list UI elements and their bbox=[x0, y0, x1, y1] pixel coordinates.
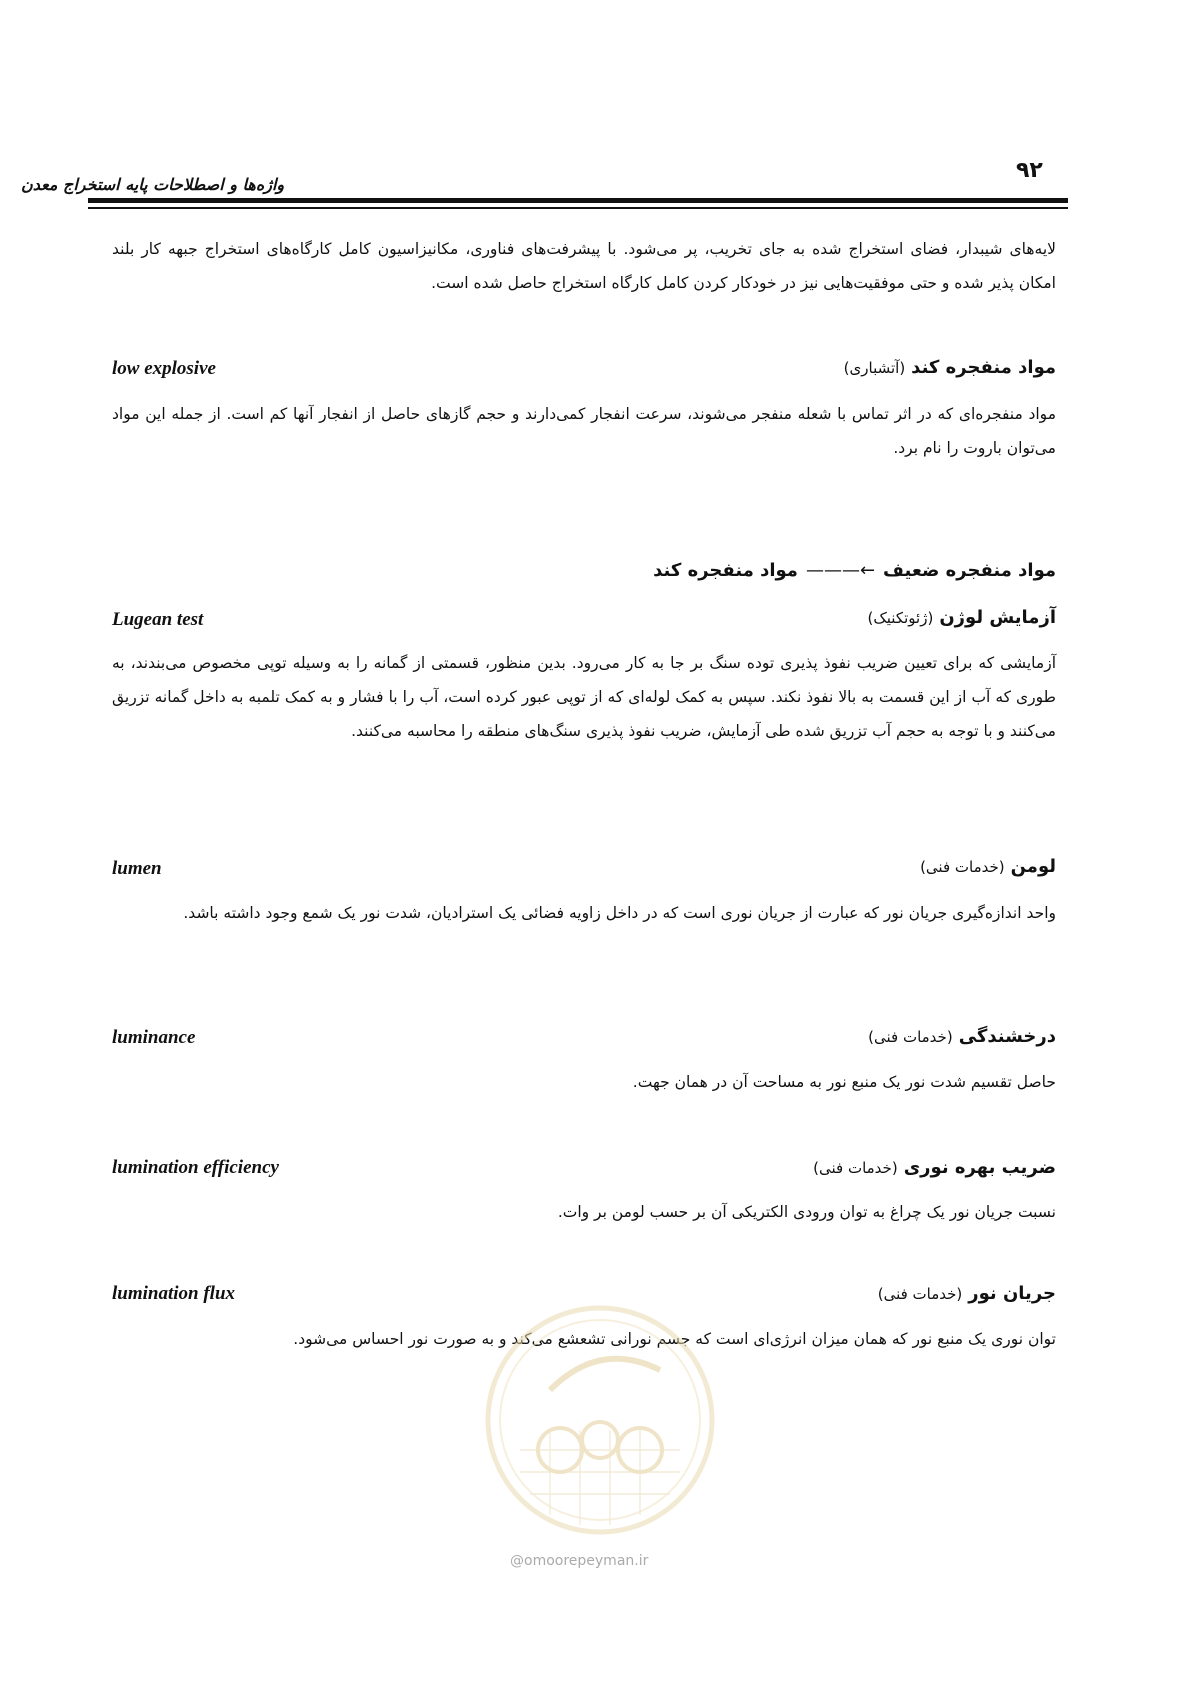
entry-term: درخشندگی bbox=[958, 1026, 1056, 1047]
arrow-left-icon: ←——— bbox=[805, 560, 876, 581]
entry-title bbox=[868, 607, 1057, 628]
entry-category: (خدمات فنی) bbox=[877, 1285, 963, 1303]
entry-term: آزمایش لوژن bbox=[939, 607, 1056, 628]
entry-english: lumination flux bbox=[112, 1283, 236, 1304]
intro-paragraph: لایه‌های شیبدار، فضای استخراج شده به جای تخریب، پر می‌شود. با پیشرفت‌های فناوری، مکانیزاسیون کامل کارگاه‌های استخراج جبهه کار بلند امکان پذیر شده و حتی موفقیت‌هایی نیز در خودکار کردن کامل کارگاه استخراج حاصل شده است. bbox=[112, 240, 1056, 292]
entry-category: (خدمات فنی) bbox=[868, 1028, 953, 1046]
entry-category: (خدمات فنی) bbox=[920, 858, 1005, 876]
running-title: واژه‌ها و اصطلاحات پایه استخراج معدن bbox=[21, 175, 285, 194]
header-rule-thin bbox=[88, 207, 1068, 209]
entry-title bbox=[920, 856, 1056, 877]
entry-definition: آزمایشی که برای تعیین ضریب نفوذ پذیری توده سنگ بر جا به کار می‌رود. بدین منظور، قسمتی از گمانه را به وسیله توپی مخصوص می‌بندند، به طوری که آب از این قسمت به بالا نفوذ نکند. سپس به کمک لوله‌ای که از توپی عبور کرده است، آب را با فشار و به کمک تلمبه به داخل گمانه تزریق می‌کنند و با توجه به حجم آب تزریق شده طی آزمایش، ضریب نفوذ پذیری سنگ‌های منطقه را محاسبه می‌کنند. bbox=[112, 654, 1056, 740]
entry-title bbox=[868, 1026, 1056, 1047]
entry-english: low explosive bbox=[112, 358, 216, 379]
entry-term: جریان نور bbox=[968, 1283, 1056, 1304]
xref-from: مواد منفجره ضعیف bbox=[883, 560, 1056, 581]
page-number: ۹۲ bbox=[1016, 158, 1043, 183]
entry-definition: مواد منفجره‌ای که در اثر تماس با شعله منفجر می‌شوند، سرعت انفجار کمی‌دارند و حجم گازهای حاصل از انفجار آنها کم است. از جمله این مواد می‌توان باروت را نام برد. bbox=[112, 405, 1056, 457]
entry-title bbox=[813, 1157, 1056, 1178]
entry-title bbox=[878, 1283, 1056, 1304]
entry-definition: واحد اندازه‌گیری جریان نور که عبارت از جریان نوری است که در داخل زاویه فضائی یک استرادیان، شدت نور یک شمع وجود داشته باشد. bbox=[183, 904, 1056, 922]
xref-to: مواد منفجره کند bbox=[653, 560, 798, 581]
cross-reference bbox=[653, 560, 1056, 581]
entry-english: lumen bbox=[112, 858, 162, 879]
entry-title bbox=[844, 357, 1056, 378]
entry-term: ضریب بهره نوری bbox=[903, 1157, 1056, 1178]
entry-term: مواد منفجره کند bbox=[911, 357, 1056, 378]
entry-term: لومن bbox=[1010, 856, 1056, 877]
entry-category: (خدمات فنی) bbox=[813, 1159, 898, 1177]
entry-category: (ژئوتکنیک) bbox=[867, 609, 934, 627]
entry-english: Lugean test bbox=[112, 609, 204, 630]
entry-english: lumination efficiency bbox=[112, 1157, 279, 1178]
watermark-logo bbox=[480, 1300, 720, 1540]
entry-category: (آتشباری) bbox=[843, 359, 906, 377]
entry-definition: حاصل تقسیم شدت نور یک منبع نور به مساحت آن در همان جهت. bbox=[632, 1073, 1056, 1091]
watermark-url: @omoorepeyman.ir bbox=[510, 1553, 649, 1569]
header-rule-thick bbox=[88, 198, 1068, 203]
entry-english: luminance bbox=[112, 1027, 196, 1048]
entry-definition: توان نوری یک منبع نور که همان میزان انرژی‌ای است که جسم نورانی تشعشع می‌کند و به صورت نور احساس می‌شود. bbox=[293, 1330, 1056, 1348]
entry-definition: نسبت جریان نور یک چراغ به توان ورودی الکتریکی آن بر حسب لومن بر وات. bbox=[557, 1203, 1056, 1221]
